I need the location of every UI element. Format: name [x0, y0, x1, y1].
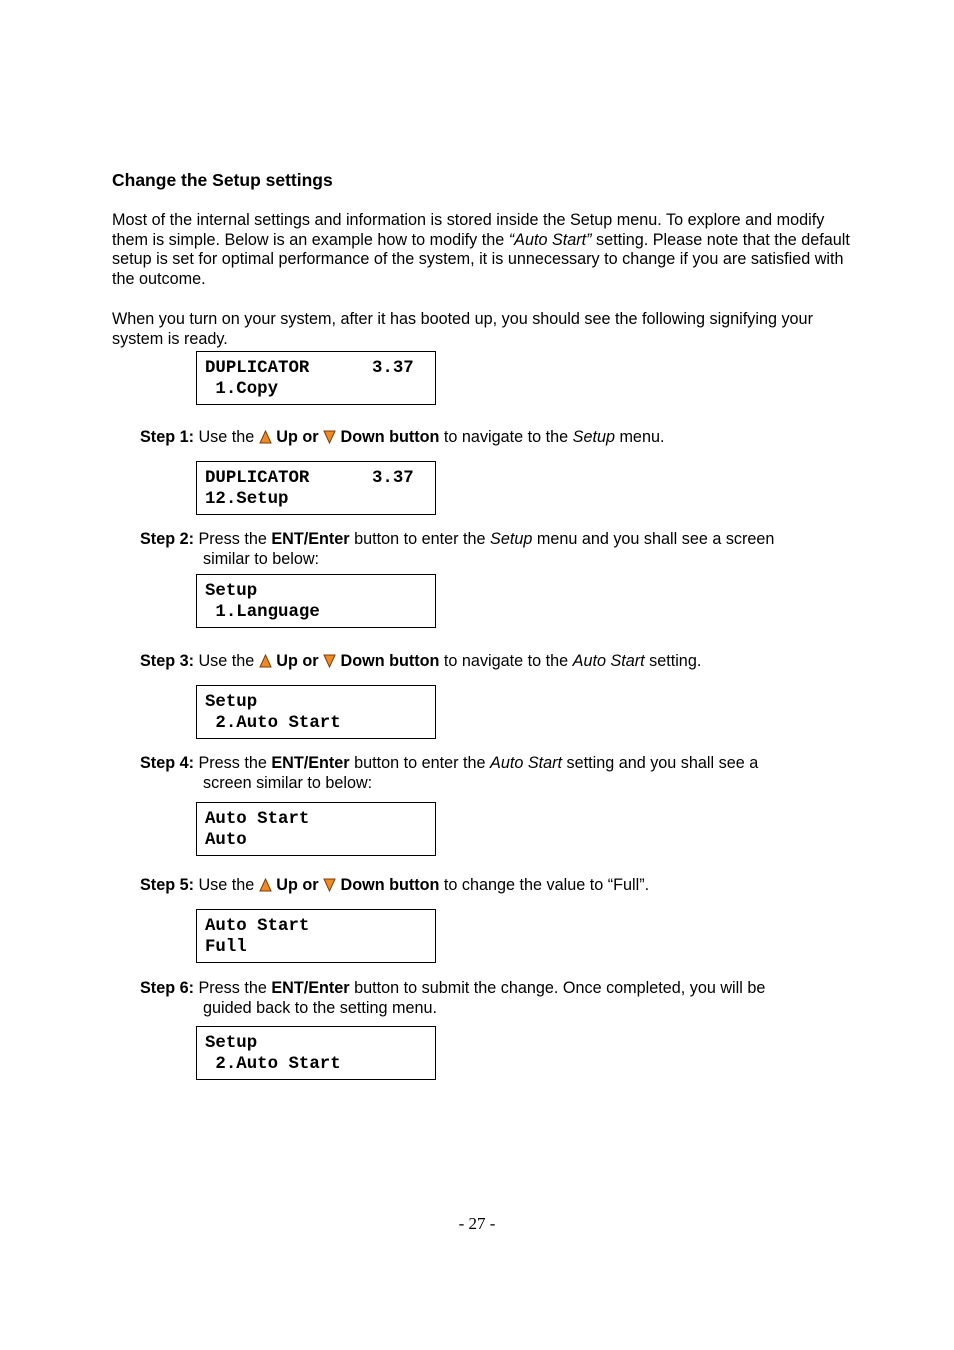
boot-paragraph: When you turn on your system, after it has booted up, you should see the following signifying your system is ready.: [112, 310, 813, 348]
lcd-line-1: Auto Start: [205, 810, 310, 829]
lcd-line-1: DUPLICATOR 3.37: [205, 359, 414, 378]
step-text: to change the value to “Full”.: [439, 876, 650, 894]
lcd-line-1: Setup: [205, 693, 258, 712]
step-text: to navigate to the: [439, 428, 573, 446]
step-continuation: guided back to the setting menu.: [203, 999, 437, 1017]
down-label: Down button: [336, 876, 440, 894]
step-2: [140, 529, 840, 569]
step-3: [140, 651, 840, 671]
lcd-line-1: Setup: [205, 1034, 258, 1053]
up-arrow-icon: [259, 654, 272, 668]
down-arrow-icon: [323, 878, 336, 892]
down-label: Down button: [336, 428, 440, 446]
step-label: Step 6:: [140, 979, 194, 997]
step-label: Step 1:: [140, 428, 194, 446]
section-heading: Change the Setup settings: [112, 170, 333, 190]
up-label: Up or: [271, 876, 324, 894]
intro-text-a: Most of the internal settings and information is stored inside the Setup menu. To explore and modify them is simple. Below is an example how to modify the: [112, 211, 825, 249]
step-text: menu and you shall see a screen: [532, 530, 775, 548]
lcd-screen-language: [196, 574, 436, 628]
lcd-screen-ready: [196, 351, 436, 405]
lcd-screen-full-value: [196, 909, 436, 963]
lcd-line-2: Auto: [205, 831, 247, 850]
step-label: Step 2:: [140, 530, 194, 548]
lcd-screen-auto-start-item: [196, 685, 436, 739]
up-arrow-icon: [259, 878, 272, 892]
step-label: Step 3:: [140, 652, 194, 670]
down-label: Down button: [336, 652, 440, 670]
up-arrow-icon: [259, 430, 272, 444]
down-arrow-icon: [323, 654, 336, 668]
lcd-line-2: 1.Language: [205, 603, 320, 622]
enter-button-label: ENT/Enter: [271, 530, 350, 548]
up-label: Up or: [271, 652, 324, 670]
lcd-line-1: Auto Start: [205, 917, 310, 936]
step-em: Auto Start: [490, 754, 563, 772]
step-4: [140, 753, 840, 793]
step-em: Setup: [490, 530, 533, 548]
step-text: menu.: [614, 428, 665, 446]
step-label: Step 4:: [140, 754, 194, 772]
lcd-line-2: 2.Auto Start: [205, 1055, 341, 1074]
step-label: Step 5:: [140, 876, 194, 894]
up-label: Up or: [271, 428, 324, 446]
step-5: [140, 875, 840, 895]
step-text: button to enter the: [349, 530, 491, 548]
step-text: button to enter the: [349, 754, 491, 772]
intro-paragraph: [112, 211, 852, 289]
step-continuation: similar to below:: [203, 550, 320, 568]
lcd-screen-auto-value: [196, 802, 436, 856]
intro-text-b: setting. Please note that the default setup is set for optimal performance of the system, it is unnecessary to change if you are satisfied with the outcome.: [112, 230, 850, 288]
lcd-line-1: Setup: [205, 582, 258, 601]
step-continuation: screen similar to below:: [203, 774, 373, 792]
lcd-line-2: 12.Setup: [205, 490, 289, 509]
lcd-line-1: DUPLICATOR 3.37: [205, 469, 414, 488]
enter-button-label: ENT/Enter: [271, 979, 350, 997]
down-arrow-icon: [323, 430, 336, 444]
step-6: [140, 978, 840, 1018]
step-em: Auto Start: [572, 652, 645, 670]
step-text: setting.: [644, 652, 702, 670]
lcd-line-2: 2.Auto Start: [205, 714, 341, 733]
step-text: button to submit the change. Once completed, you will be: [349, 979, 766, 997]
lcd-line-2: 1.Copy: [205, 380, 279, 399]
step-text: Press the: [193, 979, 272, 997]
step-em: Setup: [572, 428, 615, 446]
step-text: setting and you shall see a: [562, 754, 759, 772]
lcd-screen-back-to-menu: [196, 1026, 436, 1080]
step-text: Use the: [193, 876, 259, 894]
lcd-screen-setup-menu: [196, 461, 436, 515]
step-text: Press the: [193, 530, 272, 548]
step-text: to navigate to the: [439, 652, 573, 670]
step-text: Use the: [193, 428, 259, 446]
lcd-line-2: Full: [205, 938, 247, 957]
enter-button-label: ENT/Enter: [271, 754, 350, 772]
step-text: Press the: [193, 754, 272, 772]
step-text: Use the: [193, 652, 259, 670]
page-number: - 27 -: [458, 1214, 496, 1233]
intro-text-em: “Auto Start”: [508, 230, 592, 249]
step-1: [140, 427, 840, 447]
